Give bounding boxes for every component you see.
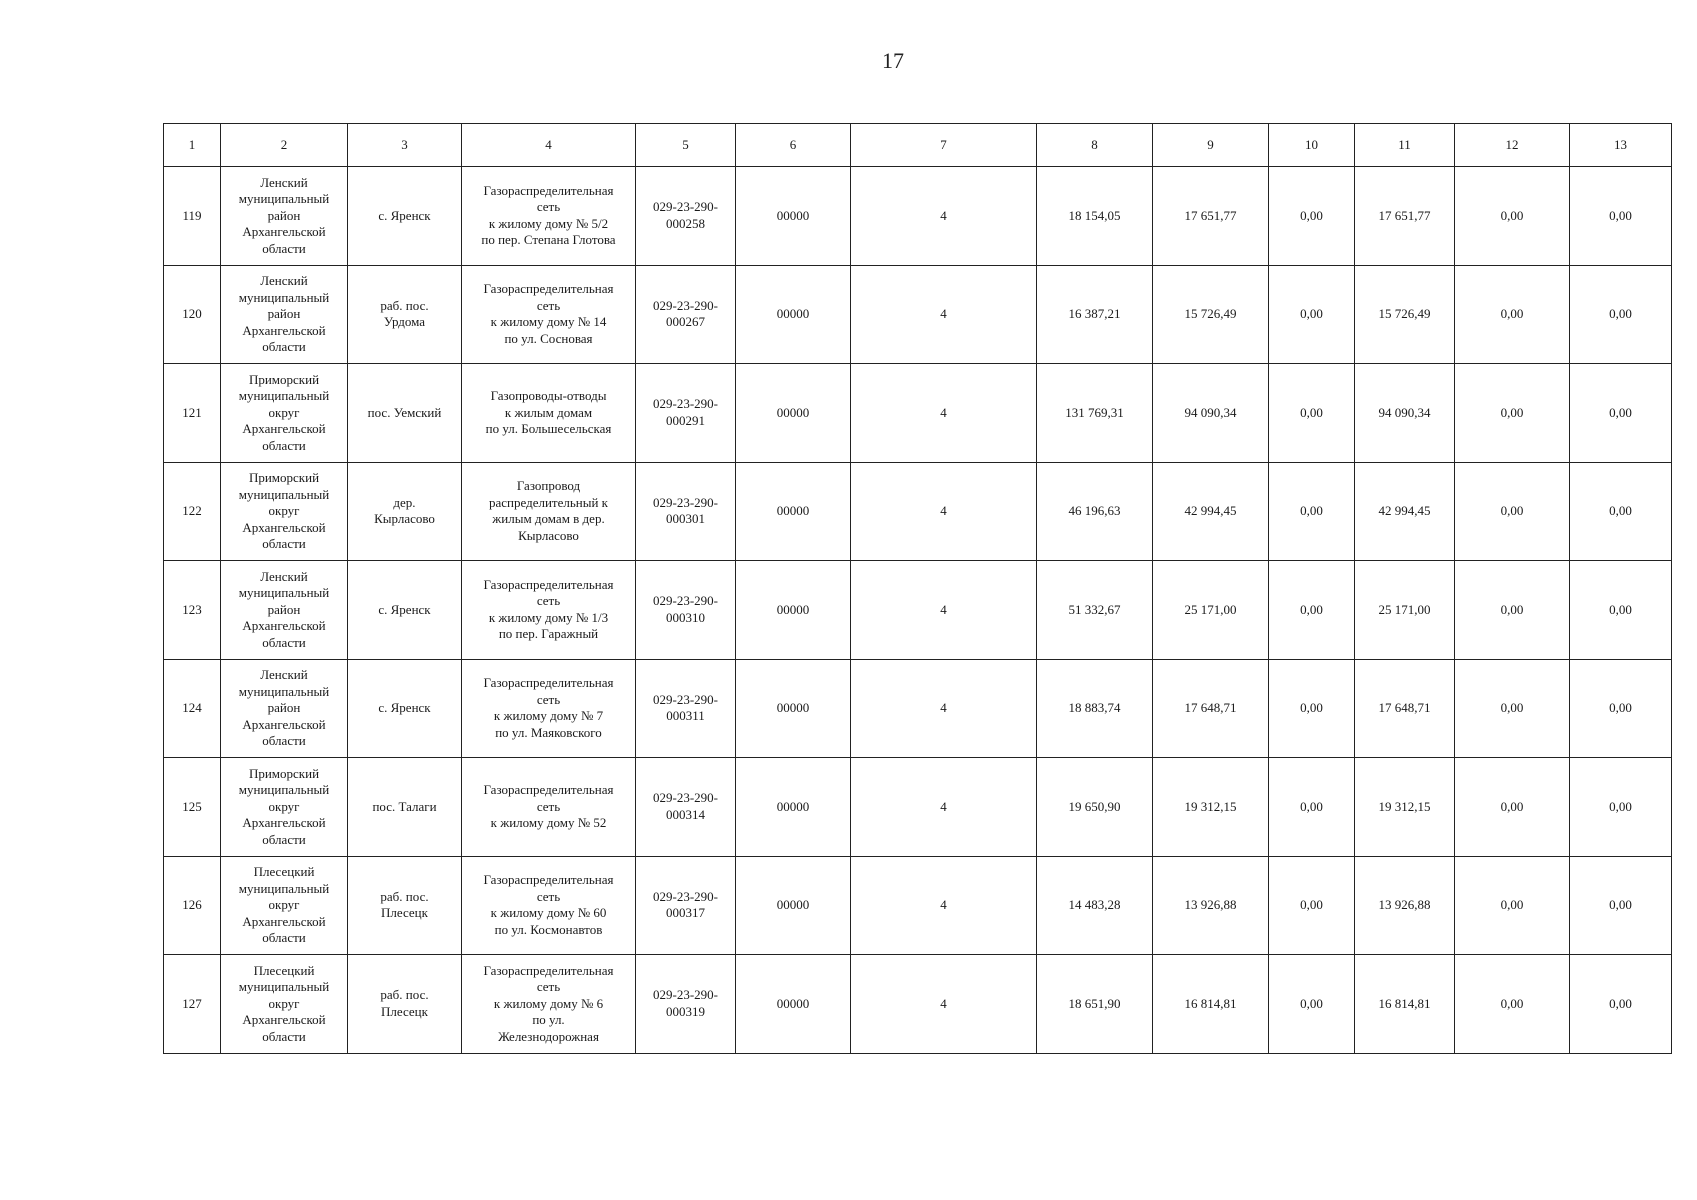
table-cell-col-6: 00000 bbox=[736, 561, 851, 660]
table-cell-col-2: Плесецкий муниципальный округ Архангельской области bbox=[221, 856, 348, 955]
table-cell-col-4: Газораспределительная сеть к жилому дому № 7 по ул. Маяковского bbox=[462, 659, 636, 758]
table-cell-col-5: 029-23-290- 000291 bbox=[636, 364, 736, 463]
table-cell-col-9: 25 171,00 bbox=[1153, 561, 1269, 660]
table-cell-col-2: Ленский муниципальный район Архангельской области bbox=[221, 561, 348, 660]
table-cell-col-9: 19 312,15 bbox=[1153, 758, 1269, 857]
column-header-9: 9 bbox=[1153, 124, 1269, 167]
table-cell-col-6: 00000 bbox=[736, 758, 851, 857]
table-cell-col-7: 4 bbox=[851, 462, 1037, 561]
table-cell-col-10: 0,00 bbox=[1269, 758, 1355, 857]
table-header bbox=[164, 124, 1672, 167]
column-header-1: 1 bbox=[164, 124, 221, 167]
table-cell-col-6: 00000 bbox=[736, 265, 851, 364]
table-cell-col-7: 4 bbox=[851, 561, 1037, 660]
table-cell-col-10: 0,00 bbox=[1269, 167, 1355, 266]
column-header-4: 4 bbox=[462, 124, 636, 167]
table-row bbox=[164, 561, 1672, 660]
table-cell-col-5: 029-23-290- 000317 bbox=[636, 856, 736, 955]
table-cell-col-2: Приморский муниципальный округ Архангельской области bbox=[221, 758, 348, 857]
column-header-7: 7 bbox=[851, 124, 1037, 167]
column-header-3: 3 bbox=[348, 124, 462, 167]
table-cell-col-3: с. Яренск bbox=[348, 167, 462, 266]
table-cell-col-3: пос. Талаги bbox=[348, 758, 462, 857]
table-cell-col-9: 94 090,34 bbox=[1153, 364, 1269, 463]
table-cell-col-4: Газораспределительная сеть к жилому дому № 52 bbox=[462, 758, 636, 857]
column-header-13: 13 bbox=[1570, 124, 1672, 167]
column-header-2: 2 bbox=[221, 124, 348, 167]
table-cell-col-5: 029-23-290- 000301 bbox=[636, 462, 736, 561]
table-cell-col-10: 0,00 bbox=[1269, 265, 1355, 364]
table-row bbox=[164, 955, 1672, 1054]
table-cell-col-9: 13 926,88 bbox=[1153, 856, 1269, 955]
table-cell-col-3: с. Яренск bbox=[348, 659, 462, 758]
table-cell-col-13: 0,00 bbox=[1570, 167, 1672, 266]
table-cell-col-11: 19 312,15 bbox=[1355, 758, 1455, 857]
table-cell-col-9: 42 994,45 bbox=[1153, 462, 1269, 561]
table-cell-col-11: 25 171,00 bbox=[1355, 561, 1455, 660]
table-cell-col-12: 0,00 bbox=[1455, 856, 1570, 955]
table-cell-col-7: 4 bbox=[851, 265, 1037, 364]
table-cell-col-1: 121 bbox=[164, 364, 221, 463]
table-row bbox=[164, 758, 1672, 857]
table-cell-col-9: 17 648,71 bbox=[1153, 659, 1269, 758]
table-cell-col-10: 0,00 bbox=[1269, 462, 1355, 561]
table-cell-col-5: 029-23-290- 000258 bbox=[636, 167, 736, 266]
table-cell-col-4: Газораспределительная сеть к жилому дому № 14 по ул. Сосновая bbox=[462, 265, 636, 364]
table-cell-col-7: 4 bbox=[851, 758, 1037, 857]
table-cell-col-8: 18 883,74 bbox=[1037, 659, 1153, 758]
table-cell-col-3: дер. Кырласово bbox=[348, 462, 462, 561]
table-cell-col-11: 17 648,71 bbox=[1355, 659, 1455, 758]
table-cell-col-3: с. Яренск bbox=[348, 561, 462, 660]
table-cell-col-6: 00000 bbox=[736, 167, 851, 266]
table-cell-col-12: 0,00 bbox=[1455, 955, 1570, 1054]
table-cell-col-2: Ленский муниципальный район Архангельской области bbox=[221, 167, 348, 266]
table-cell-col-10: 0,00 bbox=[1269, 659, 1355, 758]
table-cell-col-9: 16 814,81 bbox=[1153, 955, 1269, 1054]
table-cell-col-4: Газораспределительная сеть к жилому дому № 5/2 по пер. Степана Глотова bbox=[462, 167, 636, 266]
table-cell-col-12: 0,00 bbox=[1455, 364, 1570, 463]
registry-table bbox=[163, 123, 1672, 1054]
table-row bbox=[164, 659, 1672, 758]
column-header-12: 12 bbox=[1455, 124, 1570, 167]
table-cell-col-5: 029-23-290- 000319 bbox=[636, 955, 736, 1054]
table-cell-col-7: 4 bbox=[851, 364, 1037, 463]
table-cell-col-12: 0,00 bbox=[1455, 167, 1570, 266]
table-cell-col-1: 124 bbox=[164, 659, 221, 758]
column-header-11: 11 bbox=[1355, 124, 1455, 167]
table-cell-col-11: 13 926,88 bbox=[1355, 856, 1455, 955]
table-cell-col-8: 19 650,90 bbox=[1037, 758, 1153, 857]
table-row bbox=[164, 364, 1672, 463]
table-cell-col-12: 0,00 bbox=[1455, 758, 1570, 857]
table-cell-col-3: пос. Уемский bbox=[348, 364, 462, 463]
table-cell-col-1: 126 bbox=[164, 856, 221, 955]
table-cell-col-13: 0,00 bbox=[1570, 364, 1672, 463]
table-cell-col-8: 18 154,05 bbox=[1037, 167, 1153, 266]
column-header-10: 10 bbox=[1269, 124, 1355, 167]
table-cell-col-10: 0,00 bbox=[1269, 364, 1355, 463]
table-cell-col-11: 15 726,49 bbox=[1355, 265, 1455, 364]
table-cell-col-6: 00000 bbox=[736, 364, 851, 463]
table-cell-col-7: 4 bbox=[851, 167, 1037, 266]
table-cell-col-5: 029-23-290- 000314 bbox=[636, 758, 736, 857]
table-cell-col-2: Ленский муниципальный район Архангельской области bbox=[221, 265, 348, 364]
table-cell-col-10: 0,00 bbox=[1269, 561, 1355, 660]
table-cell-col-1: 119 bbox=[164, 167, 221, 266]
table-cell-col-3: раб. пос. Урдома bbox=[348, 265, 462, 364]
table-cell-col-6: 00000 bbox=[736, 955, 851, 1054]
table-cell-col-1: 123 bbox=[164, 561, 221, 660]
table-cell-col-12: 0,00 bbox=[1455, 561, 1570, 660]
table-cell-col-8: 46 196,63 bbox=[1037, 462, 1153, 561]
table-cell-col-8: 131 769,31 bbox=[1037, 364, 1153, 463]
table-cell-col-6: 00000 bbox=[736, 856, 851, 955]
table-cell-col-8: 51 332,67 bbox=[1037, 561, 1153, 660]
table-cell-col-8: 16 387,21 bbox=[1037, 265, 1153, 364]
table-cell-col-4: Газораспределительная сеть к жилому дому № 60 по ул. Космонавтов bbox=[462, 856, 636, 955]
page-number: 17 bbox=[882, 48, 904, 73]
table-row bbox=[164, 265, 1672, 364]
table-cell-col-13: 0,00 bbox=[1570, 955, 1672, 1054]
table-body bbox=[164, 167, 1672, 1054]
table-cell-col-2: Плесецкий муниципальный округ Архангельской области bbox=[221, 955, 348, 1054]
table-cell-col-13: 0,00 bbox=[1570, 856, 1672, 955]
table-cell-col-11: 94 090,34 bbox=[1355, 364, 1455, 463]
table-cell-col-2: Приморский муниципальный округ Архангельской области bbox=[221, 462, 348, 561]
table-cell-col-2: Приморский муниципальный округ Архангельской области bbox=[221, 364, 348, 463]
table-cell-col-12: 0,00 bbox=[1455, 265, 1570, 364]
table-row bbox=[164, 462, 1672, 561]
table-cell-col-11: 17 651,77 bbox=[1355, 167, 1455, 266]
table-cell-col-3: раб. пос. Плесецк bbox=[348, 955, 462, 1054]
table-cell-col-1: 122 bbox=[164, 462, 221, 561]
table-cell-col-4: Газопровод распределительный к жилым домам в дер. Кырласово bbox=[462, 462, 636, 561]
table-cell-col-2: Ленский муниципальный район Архангельской области bbox=[221, 659, 348, 758]
table-cell-col-10: 0,00 bbox=[1269, 856, 1355, 955]
table-cell-col-4: Газораспределительная сеть к жилому дому № 1/3 по пер. Гаражный bbox=[462, 561, 636, 660]
table-cell-col-11: 16 814,81 bbox=[1355, 955, 1455, 1054]
table-cell-col-13: 0,00 bbox=[1570, 462, 1672, 561]
header-row bbox=[164, 124, 1672, 167]
table-cell-col-7: 4 bbox=[851, 856, 1037, 955]
table-cell-col-5: 029-23-290- 000310 bbox=[636, 561, 736, 660]
table-cell-col-8: 18 651,90 bbox=[1037, 955, 1153, 1054]
column-header-5: 5 bbox=[636, 124, 736, 167]
table-cell-col-3: раб. пос. Плесецк bbox=[348, 856, 462, 955]
table-cell-col-4: Газопроводы-отводы к жилым домам по ул. Большесельская bbox=[462, 364, 636, 463]
table-cell-col-6: 00000 bbox=[736, 462, 851, 561]
table-cell-col-5: 029-23-290- 000311 bbox=[636, 659, 736, 758]
table-cell-col-6: 00000 bbox=[736, 659, 851, 758]
table-cell-col-12: 0,00 bbox=[1455, 659, 1570, 758]
table-cell-col-10: 0,00 bbox=[1269, 955, 1355, 1054]
table-cell-col-12: 0,00 bbox=[1455, 462, 1570, 561]
table-cell-col-1: 127 bbox=[164, 955, 221, 1054]
table-cell-col-13: 0,00 bbox=[1570, 758, 1672, 857]
table-row bbox=[164, 167, 1672, 266]
table-cell-col-1: 125 bbox=[164, 758, 221, 857]
table-cell-col-7: 4 bbox=[851, 659, 1037, 758]
table-cell-col-1: 120 bbox=[164, 265, 221, 364]
table-cell-col-7: 4 bbox=[851, 955, 1037, 1054]
table-cell-col-8: 14 483,28 bbox=[1037, 856, 1153, 955]
table-cell-col-5: 029-23-290- 000267 bbox=[636, 265, 736, 364]
table-cell-col-4: Газораспределительная сеть к жилому дому № 6 по ул. Железнодорожная bbox=[462, 955, 636, 1054]
column-header-8: 8 bbox=[1037, 124, 1153, 167]
table-cell-col-13: 0,00 bbox=[1570, 561, 1672, 660]
table-cell-col-9: 15 726,49 bbox=[1153, 265, 1269, 364]
table-cell-col-11: 42 994,45 bbox=[1355, 462, 1455, 561]
column-header-6: 6 bbox=[736, 124, 851, 167]
table-cell-col-13: 0,00 bbox=[1570, 265, 1672, 364]
table-cell-col-9: 17 651,77 bbox=[1153, 167, 1269, 266]
table-row bbox=[164, 856, 1672, 955]
table-cell-col-13: 0,00 bbox=[1570, 659, 1672, 758]
